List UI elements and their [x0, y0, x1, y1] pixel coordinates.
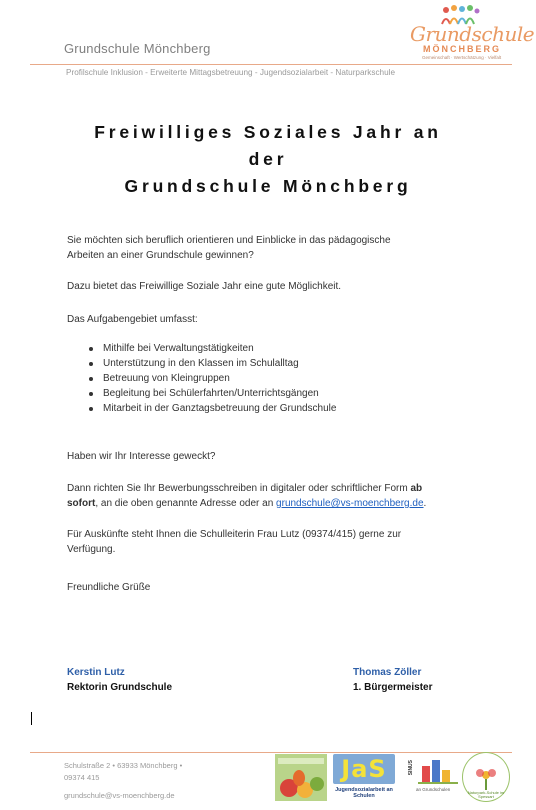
title-line-1: Freiwilliges Soziales Jahr an	[94, 122, 442, 142]
signature-name: Kerstin Lutz	[67, 667, 125, 678]
school-logo	[410, 4, 535, 60]
header-tagline: Profilschule Inklusion - Erweiterte Mittagsbetreuung - Jugendsozialarbeit - Naturparkschule	[66, 68, 396, 77]
apply-deadline: ab sofort	[67, 483, 423, 509]
logo-word-text: MÖNCHBERG	[423, 44, 501, 54]
title-line-2: der	[248, 149, 288, 169]
footer-address: Schulstraße 2 • 63933 Mönchberg •	[64, 761, 183, 770]
naturpark-logo	[462, 752, 510, 802]
sinus-logo	[408, 754, 458, 801]
footer-divider	[30, 752, 512, 753]
header-school-name: Grundschule Mönchberg	[64, 41, 211, 56]
apply-text-1: Dann richten Sie Ihr Bewerbungsschreiben in digitaler oder schriftlicher Form	[67, 483, 408, 494]
sinus-logo-caption: an Grundschulen	[416, 787, 451, 792]
closing-paragraph: Freundliche Grüße	[67, 582, 151, 593]
sinus-logo-text: SINUS	[408, 760, 414, 776]
text-cursor	[31, 712, 32, 725]
signature-right	[353, 665, 432, 695]
signature-left	[67, 665, 172, 695]
intro-paragraph: Sie möchten sich beruflich orientieren und Einblicke in das pädagogische Arbeiten an einer Grundschule gewinnen?	[67, 235, 391, 261]
list-item: Mithilfe bei Verwaltungstätigkeiten	[67, 341, 462, 356]
apply-paragraph	[67, 481, 452, 511]
signature-role: Rektorin Grundschule	[67, 682, 173, 693]
signature-role: 1. Bürgermeister	[353, 682, 433, 693]
jas-logo-text: JaS	[333, 754, 395, 784]
email-link[interactable]: grundschule@vs-moenchberg.de	[276, 498, 424, 509]
info-paragraph: Für Auskünfte steht Ihnen die Schulleiterin Frau Lutz (09374/415) gerne zur Verfügung.	[67, 529, 402, 555]
tasks-heading: Das Aufgabengebiet umfasst:	[67, 314, 198, 325]
page-title	[0, 119, 536, 200]
fruit-logo-image	[275, 754, 327, 801]
letter-body	[67, 233, 462, 595]
list-item: Betreuung von Kleingruppen	[67, 371, 462, 386]
flower-icon	[471, 763, 501, 791]
apply-text-2: , an die oben genannte Adresse oder an	[95, 498, 277, 509]
apply-text-end: .	[423, 498, 427, 509]
offer-paragraph: Dazu bietet das Freiwillige Soziale Jahr eine gute Möglichkeit.	[67, 281, 342, 292]
footer-phone: 09374 415	[64, 773, 100, 782]
footer-contact	[64, 760, 204, 802]
title-line-3: Grundschule Mönchberg	[124, 176, 412, 196]
logo-tagline-text: Gemeinschaft · Wertschätzung · Vielfalt	[422, 55, 502, 60]
footer-email: grundschule@vs-moenchberg.de	[64, 791, 175, 800]
list-item: Mitarbeit in der Ganztagsbetreuung der Grundschule	[67, 401, 462, 416]
list-item: Unterstützung in den Klassen im Schulalltag	[67, 356, 462, 371]
header-divider	[30, 64, 512, 65]
jas-logo	[331, 754, 397, 801]
sinus-shapes-icon	[418, 756, 458, 784]
question-paragraph: Haben wir Ihr Interesse geweckt?	[67, 451, 216, 462]
fruit-icon	[275, 754, 327, 801]
tasks-list	[67, 341, 462, 416]
jas-logo-caption: Jugendsozialarbeit an Schulen	[335, 787, 393, 799]
logo-script-text: Grundschule	[410, 22, 535, 46]
list-item: Begleitung bei Schülerfahrten/Unterrichtsgängen	[67, 386, 462, 401]
signature-name: Thomas Zöller	[353, 667, 422, 678]
naturpark-logo-text: Naturpark-Schule im Spessart	[467, 790, 505, 799]
